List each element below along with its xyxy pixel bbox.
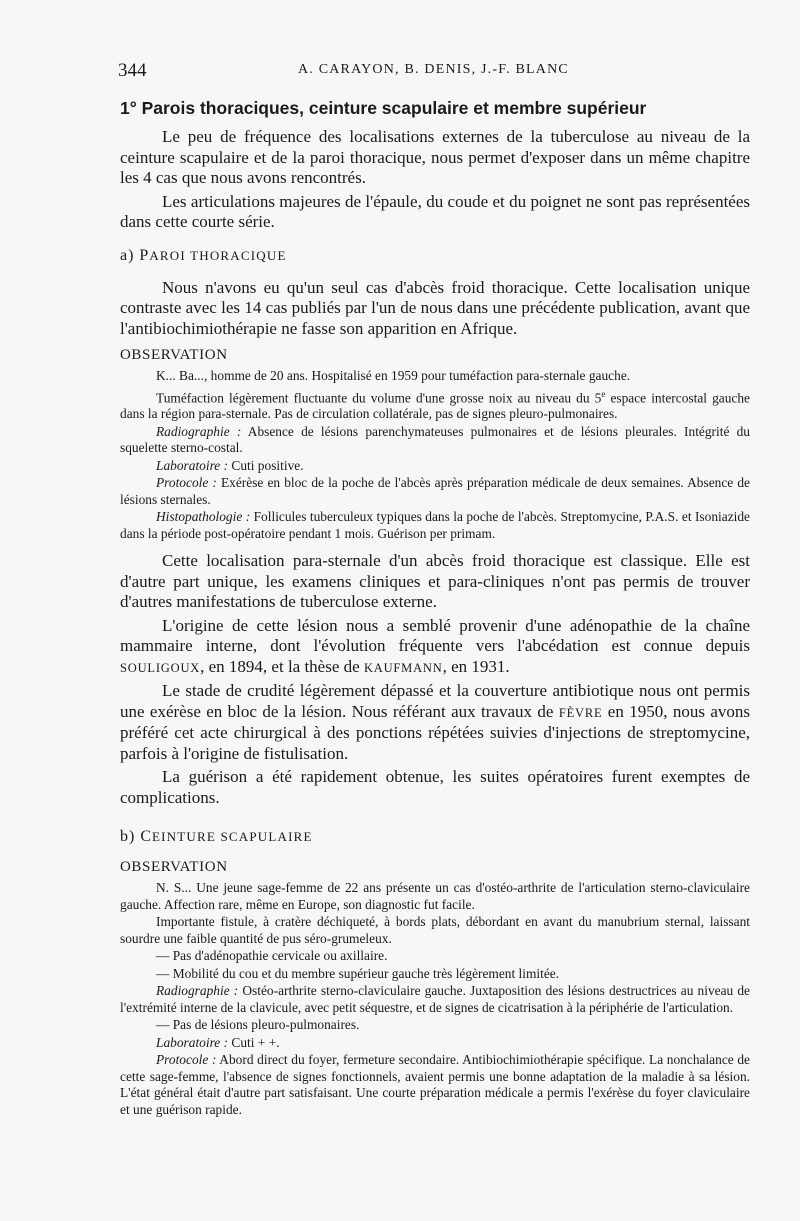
observation-text: — Pas d'adénopathie cervicale ou axillaire. (156, 948, 388, 964)
running-title: A. CARAYON, B. DENIS, J.-F. BLANC (298, 62, 569, 77)
observation-laboratoire: Laboratoire : Cuti positive. (156, 457, 304, 473)
paragraph: Le peu de fréquence des localisations externes de la tuberculose au niveau de la ceinture scapulaire et de la paroi thoracique, nous permet d'exposer dans un même chapitre les 4 cas que nous avons rencontrés. (120, 127, 750, 187)
paragraph: La guérison a été rapidement obtenue, les suites opératoires furent exemptes de complications. (120, 767, 750, 807)
page-header (118, 60, 750, 82)
observation-text: K... Ba..., homme de 20 ans. Hospitalisé en 1959 pour tuméfaction para-sternale gauche. (156, 368, 631, 383)
observation-protocole: Protocole : Abord direct du foyer, fermeture secondaire. Antibiochimiothérapie spécifique. La nonchalance de cette sage-femme, l'absence de signes fonctionnels, avaient permis une bonne adaptation de la maladie à sa lésion. L'état général était d'autre part satisfaisant. Une courte préparation médicale a permis l'exérèse du foyer claviculaire et une guérison rapide. (120, 1052, 750, 1117)
observation-text: — Mobilité du cou et du membre supérieur gauche très légèrement limitée. (156, 965, 560, 981)
paragraph: Cette localisation para-sternale d'un abcès froid thoracique est classique. Elle est d'autre part unique, les examens cliniques et para-cliniques n'ont pas permis de trouver d'autres manifestations de tuberculose externe. (120, 551, 750, 612)
observation-radiographie: Radiographie : Ostéo-arthrite sterno-claviculaire gauche. Juxtaposition des lésions destructrices au niveau de l'extrémité interne de la clavicule, avec petit séquestre, et de signes de cicatrisation à la périphérie de l'articulation. (120, 983, 750, 1015)
page-number: 344 (118, 60, 147, 81)
observation-heading: OBSERVATION (120, 347, 228, 363)
paragraph: Nous n'avons eu qu'un seul cas d'abcès froid thoracique. Cette localisation unique contraste avec les 14 cas publiés par l'un de nous dans une précédente publication, avant que l'antibiochimiothérapie ne fasse son apparition en Afrique. (120, 277, 750, 338)
subsection-heading-a: a) PAROI THORACIQUE (120, 246, 287, 264)
observation-text: N. S... Une jeune sage-femme de 22 ans présente un cas d'ostéo-arthrite de l'articulation sterno-claviculaire gauche. Affection rare, même en Europe, son diagnostic fut facile. (120, 880, 750, 912)
observation-radiographie: Radiographie : Absence de lésions parenchymateuses pulmonaires et de lésions pleurales. Intégrité du squelette sterno-costal. (120, 423, 750, 456)
observation-text: Importante fistule, à cratère déchiqueté, à bords plats, débordant en avant du manubrium sternal, laissant sourdre une faible quantité de pus séro-grumeleux. (120, 914, 750, 946)
observation-laboratoire: Laboratoire : Cuti + +. (156, 1034, 280, 1050)
observation-heading: OBSERVATION (120, 859, 228, 876)
paragraph: Le stade de crudité légèrement dépassé et la couverture antibiotique nous ont permis une exérèse en bloc de la lésion. Nous référant aux travaux de FÈVRE en 1950, nous avons préféré cet acte chirurgical à des ponctions répétées suivies d'injections de streptomycine, parfois à l'origine de fistulisation. (120, 681, 751, 763)
main-content (120, 98, 750, 1119)
observation-text: Tuméfaction légèrement fluctuante du volume d'une grosse noix au niveau du 5e espace intercostal gauche dans la région para-sternale. Pas de circulation collatérale, pas de signes pleuro-pulmonaires. (120, 388, 750, 422)
paragraph: L'origine de cette lésion nous a semblé provenir d'une adénopathie de la chaîne mammaire interne, dont l'évolution fréquente vers l'abcédation est connue depuis SOULIGOUX, en 1894, et la thèse de KAUFMANN, en 1931. (120, 615, 750, 676)
observation-text: — Pas de lésions pleuro-pulmonaires. (156, 1017, 360, 1033)
paragraph: Les articulations majeures de l'épaule, du coude et du poignet ne sont pas représentées dans cette courte série. (120, 191, 750, 231)
observation-protocole: Protocole : Exérèse en bloc de la poche de l'abcès après préparation médicale de deux semaines. Absence de lésions sternales. (120, 475, 750, 507)
section-title: 1° Parois thoraciques, ceinture scapulaire et membre supérieur (120, 98, 647, 118)
observation-histopathologie: Histopathologie : Follicules tuberculeux typiques dans la poche de l'abcès. Streptomycine, P.A.S. et Isoniazide dans la période post-opératoire pendant 1 mois. Guérison per primam. (120, 509, 750, 541)
subsection-heading-b: b) CEINTURE SCAPULAIRE (120, 828, 313, 846)
